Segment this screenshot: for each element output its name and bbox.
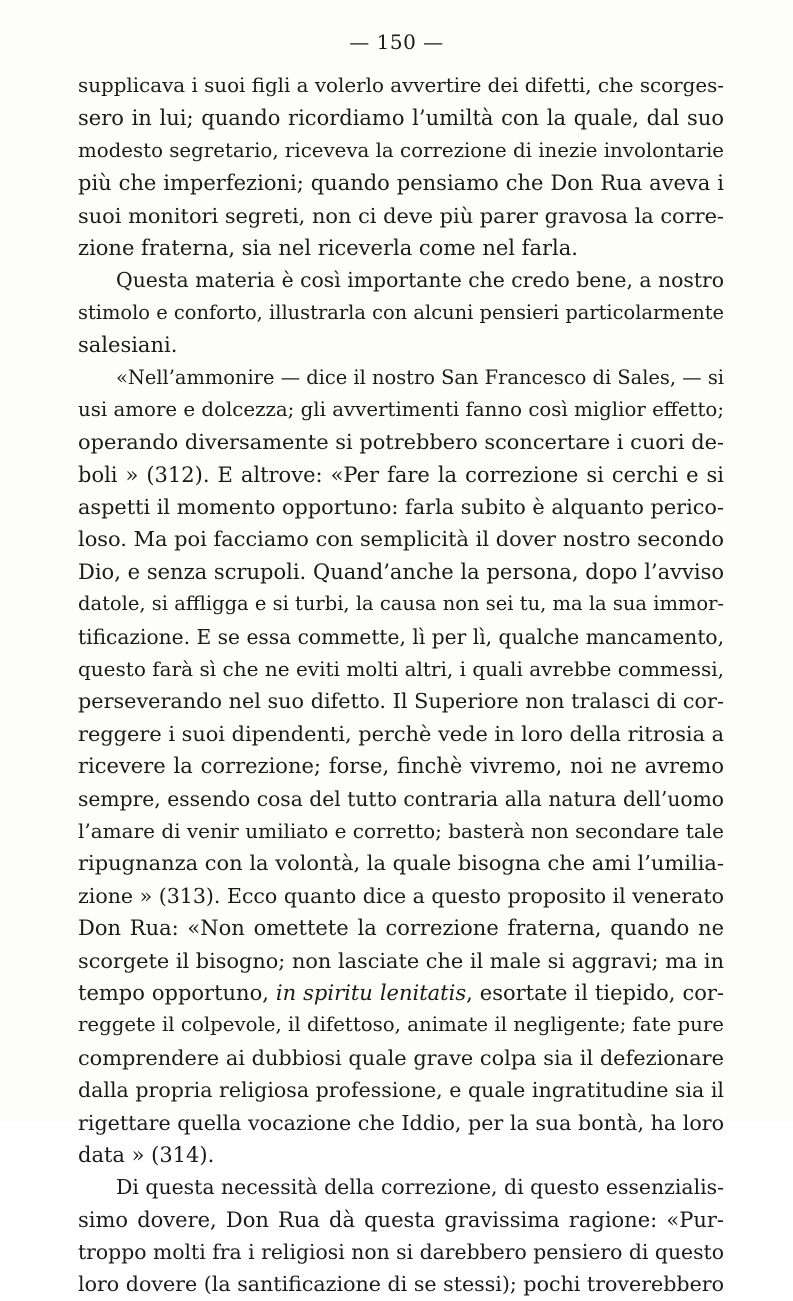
- text-line: reggete il colpevole, il difettoso, animate il negligente; fate pure: [78, 1013, 724, 1037]
- text-line: Questa materia è così importante che credo bene, a nostro: [116, 268, 724, 293]
- text-line: perseverando nel suo difetto. Il Superiore non tralasci di cor-: [78, 689, 724, 714]
- text-line: suoi monitori segreti, non ci deve più parer gravosa la corre-: [78, 203, 724, 228]
- text-line: data » (314).: [78, 1142, 215, 1167]
- text-line: «Nell’ammonire — dice il nostro San Francesco di Sales, — si: [116, 365, 724, 389]
- text-line: aspetti il momento opportuno: farla subito è alquanto perico-: [78, 495, 724, 520]
- text-line: Dio, e senza scrupoli. Quand’anche la persona, dopo l’avviso: [78, 559, 724, 584]
- text-line: boli » (312). E altrove: «Per fare la correzione si cerchi e si: [78, 462, 724, 487]
- italic-phrase: in spiritu lenitatis: [275, 980, 467, 1005]
- text-line: modesto segretario, riceveva la correzione di inezie involontarie: [78, 138, 724, 162]
- text-line: ricevere la correzione; forse, finchè vivremo, noi ne avremo: [78, 754, 724, 779]
- text-line: più che imperfezioni; quando pensiamo che Don Rua aveva i: [78, 171, 724, 196]
- text-line: sero in lui; quando ricordiamo l’umiltà con la quale, dal suo: [78, 106, 724, 131]
- text-line: zione fraterna, sia nel riceverla come nel farla.: [78, 235, 578, 260]
- text-line: ripugnanza con la volontà, la quale bisogna che ami l’umilia-: [78, 851, 725, 876]
- text-line: reggere i suoi dipendenti, perchè vede in loro della ritrosia a: [78, 721, 725, 746]
- text-line: loro dovere (la santificazione di se stessi); pochi troverebbero: [78, 1272, 724, 1297]
- text-line: l’amare di venir umiliato e corretto; basterà non secondare tale: [78, 818, 724, 843]
- text-line: Don Rua: «Non omettete la correzione fraterna, quando ne: [78, 916, 724, 941]
- body-text: [78, 70, 724, 1301]
- text-line: Di questa necessità della correzione, di questo essenzialis-: [116, 1175, 724, 1200]
- text-line: zione » (313). Ecco quanto dice a questo proposito il venerato: [78, 883, 724, 908]
- text-line: usi amore e dolcezza; gli avvertimenti fanno così miglior effetto;: [78, 397, 724, 421]
- text-line: tempo opportuno, in spiritu lenitatis, esortate il tiepido, cor-: [78, 980, 724, 1005]
- text-line: troppo molti fra i religiosi non si darebbero pensiero di questo: [78, 1240, 724, 1265]
- text-line: stimolo e conforto, illustrarla con alcuni pensieri particolarmente: [78, 300, 724, 324]
- text-line: sempre, essendo cosa del tutto contraria alla natura dell’uomo: [78, 786, 724, 811]
- text-line: scorgete il bisogno; non lasciate che il male si aggravi; ma in: [78, 948, 724, 973]
- text-line: loso. Ma poi facciamo con semplicità il dover nostro secondo: [78, 527, 724, 552]
- text-line: tificazione. E se essa commette, lì per lì, qualche mancamento,: [78, 624, 724, 649]
- text-line: datole, si affligga e si turbi, la causa non sei tu, ma la sua immor-: [78, 592, 724, 616]
- text-line: rigettare quella vocazione che Iddio, per la sua bontà, ha loro: [78, 1110, 724, 1135]
- text-line: supplicava i suoi figli a volerlo avvertire dei difetti, che scorges-: [78, 74, 724, 97]
- text-line: comprendere ai dubbiosi quale grave colpa sia il defezionare: [78, 1045, 724, 1070]
- text-line: salesiani.: [78, 333, 178, 358]
- page-number: — 150 —: [349, 30, 444, 54]
- text-line: simo dovere, Don Rua dà questa gravissima ragione: «Pur-: [78, 1207, 724, 1232]
- text-line: operando diversamente si potrebbero sconcertare i cuori de-: [78, 430, 724, 455]
- text-line: questo farà sì che ne eviti molti altri, i quali avrebbe commessi,: [78, 657, 724, 682]
- text-line: dalla propria religiosa professione, e quale ingratitudine sia il: [78, 1078, 724, 1103]
